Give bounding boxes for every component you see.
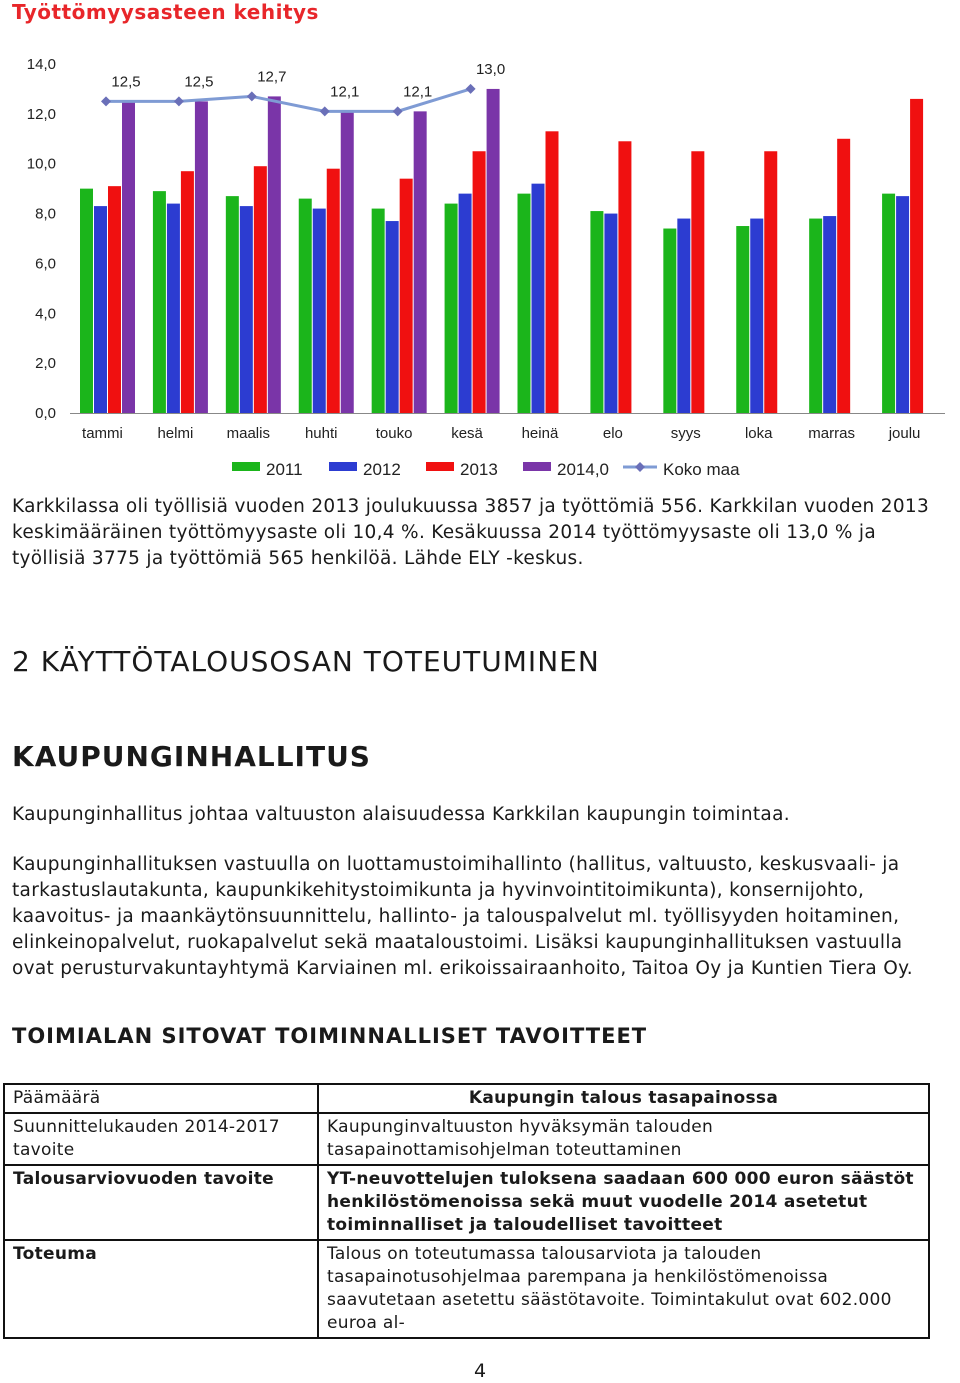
bars [80,89,923,413]
legend-swatch [232,462,260,471]
bar [167,204,180,413]
data-label: 13,0 [475,60,506,78]
bar [195,101,208,413]
bar [750,219,763,413]
legend-swatch [329,462,357,471]
bar [226,196,239,413]
x-tick-label: huhti [304,425,338,442]
bar [94,206,107,413]
table-cell-label: Toteuma [4,1240,318,1338]
table-row [4,1113,929,1165]
table-cell-label: Suunnittelukauden 2014-2017 tavoite [4,1113,318,1165]
y-tick-label: 4,0 [35,305,56,323]
bar [604,214,617,413]
x-tick-label: joulu [888,425,921,442]
bar [341,111,354,413]
bar [764,151,777,413]
bar [122,101,135,413]
bar [108,186,121,413]
bar [837,139,850,413]
x-tick-label: touko [375,425,413,442]
sub-heading: KAUPUNGINHALLITUS [12,740,371,773]
bar [299,199,312,413]
section-label: Työttömyysasteen kehitys [12,0,319,24]
data-label: 12,5 [111,73,141,91]
bar [473,151,486,413]
legend-swatch [426,462,454,471]
bar [896,196,909,413]
bar [691,151,704,413]
main-heading: 2 KÄYTTÖTALOUSOSAN TOTEUTUMINEN [12,645,600,678]
line-point [247,91,257,101]
y-tick-label: 10,0 [26,155,56,173]
bar [546,131,559,413]
x-tick-label: loka [744,425,773,442]
bar [445,204,458,413]
bar [618,141,631,413]
bar [663,229,676,413]
table-row [4,1165,929,1240]
x-tick-label: syys [670,425,701,442]
bar [809,219,822,413]
bar [518,194,531,413]
legend-marker [635,462,645,472]
line-point [466,84,476,94]
koko-maa-line [101,61,505,116]
table-cell-label: Päämäärä [4,1084,318,1113]
bar [487,89,500,413]
table-cell-value: Talous on toteutumassa talousarviota ja talouden tasapainotusohjelmaa parempana ja henkilöstömenoissa saavutetaan asetettu säästötavoite. Toimintakulut ovat 602.000 euroa al- [318,1240,929,1338]
x-tick-label: tammi [82,425,123,442]
goals-table [3,1083,930,1339]
x-tick-label: marras [808,425,855,442]
x-tick-label: helmi [157,425,194,442]
bar [327,169,340,413]
legend-label: 2014,0 [557,460,609,479]
y-tick-label: 14,0 [26,56,56,73]
data-label: 12,5 [184,73,214,91]
intro-paragraph: Kaupunginhallitus johtaa valtuuston alaisuudessa Karkkilan kaupungin toimintaa. [12,804,790,825]
bar [459,194,472,413]
y-tick-label: 12,0 [26,105,56,123]
data-label: 12,7 [257,68,287,86]
table-cell-value: Kaupungin talous tasapainossa [318,1084,929,1113]
legend-label: Koko maa [663,460,740,479]
x-tick-label: heinä [521,425,559,442]
x-axis [70,414,945,443]
table-cell-value: Kaupunginvaltuuston hyväksymän talouden tasapainottamisohjelman toteuttaminen [318,1113,929,1165]
bar [532,184,545,413]
bar [677,219,690,413]
bar [254,166,267,413]
line-point [320,106,330,116]
bar [386,221,399,413]
bar [240,206,253,413]
table-cell-value: YT-neuvottelujen tuloksena saadaan 600 000 euron säästöt henkilöstömenoissa sekä muut vuodelle 2014 asetetut toiminnalliset ja taloudelliset tavoitteet [318,1165,929,1240]
bar [882,194,895,413]
bar [414,111,427,413]
legend-label: 2011 [266,460,303,479]
responsibility-paragraph: Kaupunginhallituksen vastuulla on luottamustoimihallinto (hallitus, valtuusto, keskusvaali- ja tarkastuslautakunta, kaupunkikehitystoimikunta ja hyvinvointitoimikunta), konsernijohto, kaavoitus- ja maankäytönsuunnittelu, hallinto- ja talouspalvelut ml. työllisyyden hoitaminen, elinkeinopalvelut, ruokapalvelut sekä maataloustoimi. Lisäksi kaupunginhallituksen vastuulla ovat perusturvakuntayhtymä Karviainen ml. erikoissairaanhoito, Taitoa Oy ja Kuntien Tiera Oy. [12,854,913,979]
bar [823,216,836,413]
table-cell-label: Talousarviovuoden tavoite [4,1165,318,1240]
x-tick-label: elo [602,425,623,442]
data-label: 12,1 [403,83,433,101]
data-label: 12,1 [330,83,360,101]
bar [910,99,923,413]
legend-swatch [523,462,551,471]
x-tick-label: maalis [226,425,270,442]
bar [268,96,281,413]
bar [736,226,749,413]
chart-legend [232,460,740,479]
y-axis [27,56,56,422]
bar [372,209,385,413]
goals-heading: TOIMIALAN SITOVAT TOIMINNALLISET TAVOITTEET [12,1024,648,1048]
table-row [4,1084,929,1113]
line-point [101,96,111,106]
y-tick-label: 6,0 [35,255,56,273]
unemployment-chart [0,40,960,485]
y-tick-label: 8,0 [35,205,56,223]
bar [153,191,166,413]
employment-paragraph: Karkkilassa oli työllisiä vuoden 2013 joulukuussa 3857 ja työttömiä 556. Karkkilan vuoden 2013 keskimääräinen työttömyysaste oli 10,4 %. Kesäkuussa 2014 työttömyysaste oli 13,0 % ja työllisiä 3775 ja työttömiä 565 henkilöä. Lähde ELY -keskus. [12,496,930,569]
y-tick-label: 2,0 [35,355,56,373]
bar [181,171,194,413]
page-number: 4 [473,1360,487,1382]
bar [590,211,603,413]
legend-label: 2012 [363,460,401,479]
line-point [393,106,403,116]
table-row [4,1240,929,1338]
legend-label: 2013 [460,460,498,479]
bar [80,189,93,413]
bar [313,209,326,413]
x-tick-label: kesä [451,425,483,442]
bar [400,179,413,413]
y-tick-label: 0,0 [35,405,56,422]
line-point [174,96,184,106]
